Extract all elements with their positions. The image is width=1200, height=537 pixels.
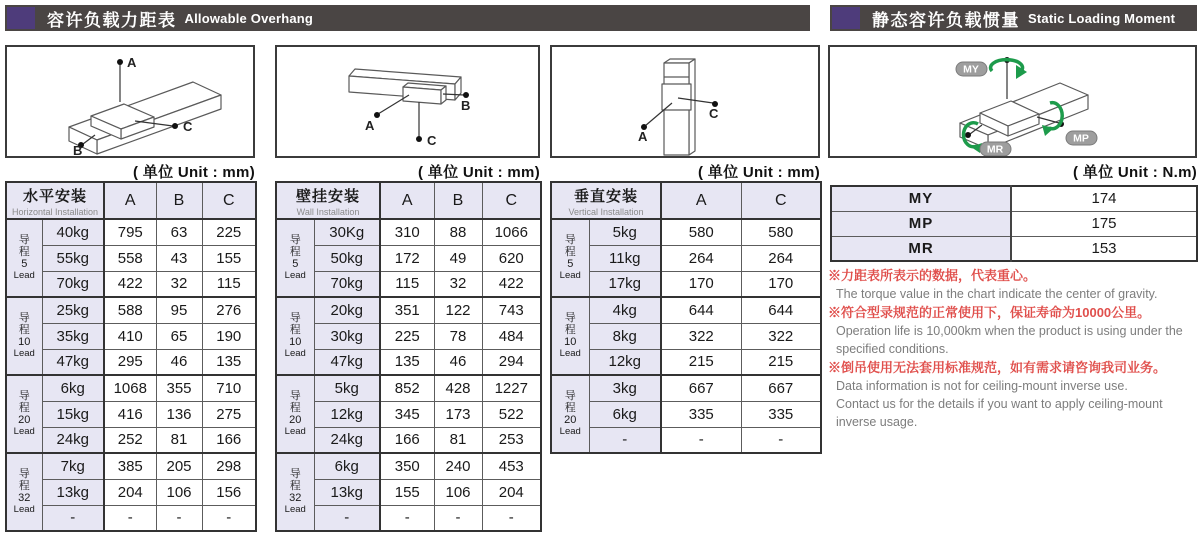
value-cell: 644 <box>741 297 821 323</box>
table-row <box>276 297 541 323</box>
value-cell: - <box>202 505 256 531</box>
value-cell: 385 <box>104 453 156 479</box>
table-row <box>6 375 256 401</box>
lead-zh-char: 导 <box>289 390 301 403</box>
diagram-moment-axes <box>828 45 1197 158</box>
note-line-en: The torque value in the chart indicate the center of gravity. <box>836 287 1158 301</box>
load-cell: 5kg <box>314 375 380 401</box>
value-cell: 253 <box>482 427 541 453</box>
table-wall-installation <box>275 181 540 532</box>
table-row <box>6 349 256 375</box>
load-cell: 35kg <box>42 323 104 349</box>
value-cell: 852 <box>380 375 434 401</box>
value-cell: 264 <box>661 245 741 271</box>
lead-cell <box>6 219 42 297</box>
wall-actuator-drawing <box>277 47 538 156</box>
value-cell: 644 <box>661 297 741 323</box>
value-cell: 453 <box>482 453 541 479</box>
table-row <box>6 271 256 297</box>
value-cell: 115 <box>380 271 434 297</box>
lead-cell <box>276 453 314 531</box>
value-cell: 215 <box>661 349 741 375</box>
diagram-horizontal-installation <box>5 45 255 158</box>
load-cell: 3kg <box>589 375 661 401</box>
value-cell: 225 <box>380 323 434 349</box>
load-cell: - <box>314 505 380 531</box>
horizontal-actuator-drawing <box>7 47 253 156</box>
lead-cell <box>276 219 314 297</box>
lead-cell <box>6 453 42 531</box>
value-cell: 667 <box>741 375 821 401</box>
lead-zh-char: 程 <box>18 479 30 492</box>
column-header-a: A <box>104 182 156 219</box>
load-cell: 6kg <box>42 375 104 401</box>
moment-value: 153 <box>1011 236 1197 261</box>
diagram-wall-installation <box>275 45 540 158</box>
value-cell: 355 <box>156 375 202 401</box>
value-cell: 264 <box>741 245 821 271</box>
value-cell: 240 <box>434 453 482 479</box>
note-line-zh: ※倒吊使用无法套用标准规范，如有需求请咨询我司业务。 <box>828 360 1167 375</box>
value-cell: 46 <box>156 349 202 375</box>
section-title-en: Static Loading Moment <box>1028 10 1176 26</box>
value-cell: 276 <box>202 297 256 323</box>
table-head <box>276 182 541 219</box>
value-cell: - <box>741 427 821 453</box>
value-cell: 350 <box>380 453 434 479</box>
lead-number: 32 <box>289 491 302 504</box>
table-row <box>551 375 821 401</box>
value-cell: 190 <box>202 323 256 349</box>
load-cell: - <box>42 505 104 531</box>
note-line-zh: ※符合型录规范的正常使用下，保证寿命为10000公里。 <box>828 305 1151 320</box>
value-cell: 65 <box>156 323 202 349</box>
moment-label-mp: MP <box>831 211 1011 236</box>
lead-zh-char: 程 <box>289 323 301 336</box>
column-header-c: C <box>202 182 256 219</box>
value-cell: 46 <box>434 349 482 375</box>
lead-en: Lead <box>13 503 35 515</box>
value-cell: 135 <box>202 349 256 375</box>
table-row <box>6 297 256 323</box>
header-row <box>276 182 541 219</box>
load-cell: 47kg <box>314 349 380 375</box>
value-cell: 32 <box>156 271 202 297</box>
table-row <box>276 401 541 427</box>
table-row <box>276 245 541 271</box>
table-body <box>276 219 541 531</box>
table-title <box>276 182 380 219</box>
table-row <box>276 375 541 401</box>
lead-zh-char: 程 <box>18 401 30 414</box>
lead-number: 5 <box>292 257 299 270</box>
lead-en: Lead <box>284 503 306 515</box>
section-header-allowable-overhang <box>5 5 810 31</box>
lead-cell <box>276 297 314 375</box>
lead-zh-char: 导 <box>18 468 30 481</box>
value-cell: 156 <box>202 479 256 505</box>
value-cell: 166 <box>202 427 256 453</box>
value-cell: 275 <box>202 401 256 427</box>
lead-zh-char: 程 <box>289 401 301 414</box>
lead-zh-char: 导 <box>289 234 301 247</box>
lead-number: 32 <box>18 491 31 504</box>
load-cell: 12kg <box>314 401 380 427</box>
moment-row <box>831 211 1197 236</box>
lead-en: Lead <box>13 347 35 359</box>
table-row <box>6 479 256 505</box>
moment-value: 174 <box>1011 186 1197 211</box>
value-cell: 335 <box>741 401 821 427</box>
load-cell: 30Kg <box>314 219 380 245</box>
value-cell: - <box>380 505 434 531</box>
value-cell: - <box>434 505 482 531</box>
table-row <box>276 323 541 349</box>
load-cell: 20kg <box>314 297 380 323</box>
load-cell: 6kg <box>589 401 661 427</box>
value-cell: - <box>661 427 741 453</box>
lead-zh-char: 程 <box>564 323 576 336</box>
lead-zh-char: 导 <box>289 468 301 481</box>
table-static-loading-moment <box>830 185 1196 262</box>
lead-en: Lead <box>13 425 35 437</box>
column-header-a: A <box>661 182 741 219</box>
lead-zh-char: 程 <box>289 245 301 258</box>
table-row <box>551 323 821 349</box>
lead-number: 20 <box>289 413 302 426</box>
lead-zh-char: 程 <box>18 323 30 336</box>
actuator-body <box>69 82 221 154</box>
table-row <box>551 245 821 271</box>
value-cell: 1066 <box>482 219 541 245</box>
table-row <box>276 427 541 453</box>
table-title-en: Horizontal Installation <box>11 206 99 217</box>
lead-en: Lead <box>559 425 581 437</box>
lead-number: 10 <box>289 335 302 348</box>
value-cell: 204 <box>482 479 541 505</box>
lead-number: 20 <box>18 413 31 426</box>
value-cell: 155 <box>380 479 434 505</box>
column-header-c: C <box>741 182 821 219</box>
value-cell: 558 <box>104 245 156 271</box>
value-cell: 1068 <box>104 375 156 401</box>
load-cell: 30kg <box>314 323 380 349</box>
load-cell: 70kg <box>42 271 104 297</box>
value-cell: 81 <box>434 427 482 453</box>
value-cell: 620 <box>482 245 541 271</box>
lead-zh-char: 导 <box>564 234 576 247</box>
value-cell: 88 <box>434 219 482 245</box>
lead-en: Lead <box>284 425 306 437</box>
value-cell: - <box>104 505 156 531</box>
value-cell: 81 <box>156 427 202 453</box>
value-cell: 335 <box>661 401 741 427</box>
table-row <box>551 219 821 245</box>
load-cell: 13kg <box>314 479 380 505</box>
load-cell: 13kg <box>42 479 104 505</box>
badge-my: MY <box>963 63 979 76</box>
value-cell: 580 <box>741 219 821 245</box>
load-cell: 8kg <box>589 323 661 349</box>
table-title-zh: 壁挂安装 <box>296 187 361 205</box>
load-cell: 6kg <box>314 453 380 479</box>
header-accent-square <box>7 7 35 29</box>
lead-number: 5 <box>567 257 574 270</box>
lead-cell <box>551 297 589 375</box>
table-row <box>6 453 256 479</box>
value-cell: 588 <box>104 297 156 323</box>
value-cell: 252 <box>104 427 156 453</box>
value-cell: 743 <box>482 297 541 323</box>
load-cell: 55kg <box>42 245 104 271</box>
value-cell: 215 <box>741 349 821 375</box>
lead-zh-char: 程 <box>18 245 30 258</box>
value-cell: 1227 <box>482 375 541 401</box>
value-cell: 106 <box>434 479 482 505</box>
point-label-a: A <box>127 55 137 70</box>
lead-zh-char: 导 <box>289 312 301 325</box>
value-cell: 49 <box>434 245 482 271</box>
note-line-zh: ※力距表所表示的数据，代表重心。 <box>828 268 1037 283</box>
load-cell: 4kg <box>589 297 661 323</box>
table-title-en: Wall Installation <box>296 206 360 217</box>
header-accent-square <box>832 7 860 29</box>
value-cell: 204 <box>104 479 156 505</box>
lead-number: 20 <box>564 413 577 426</box>
table-vertical-installation <box>550 181 820 454</box>
spec-table <box>550 181 822 454</box>
column-header-b: B <box>434 182 482 219</box>
table-head <box>551 182 821 219</box>
value-cell: 170 <box>741 271 821 297</box>
table-title <box>551 182 661 219</box>
actuator-body <box>349 69 461 104</box>
load-cell: 25kg <box>42 297 104 323</box>
load-cell: 50kg <box>314 245 380 271</box>
value-cell: 322 <box>741 323 821 349</box>
value-cell: 155 <box>202 245 256 271</box>
value-cell: 322 <box>661 323 741 349</box>
vertical-actuator-drawing <box>552 47 818 156</box>
lead-cell <box>6 375 42 453</box>
section-header-static-loading-moment <box>830 5 1197 31</box>
table-row <box>6 427 256 453</box>
value-cell: - <box>156 505 202 531</box>
value-cell: 422 <box>104 271 156 297</box>
moment-row <box>831 236 1197 261</box>
lead-cell <box>551 219 589 297</box>
load-cell: 24kg <box>42 427 104 453</box>
lead-number: 5 <box>21 257 28 270</box>
header-row <box>551 182 821 219</box>
note-line-en: Data information is not for ceiling-mount inverse use. <box>836 379 1128 393</box>
value-cell: 351 <box>380 297 434 323</box>
table-row <box>276 453 541 479</box>
table-row <box>276 349 541 375</box>
lead-en: Lead <box>559 347 581 359</box>
value-cell: 428 <box>434 375 482 401</box>
point-label-b: B <box>461 98 471 113</box>
unit-caption-horizontal: ( 单位 Unit : mm) <box>133 164 255 181</box>
value-cell: 410 <box>104 323 156 349</box>
lead-zh-char: 导 <box>564 312 576 325</box>
point-label-b: B <box>73 143 83 156</box>
lead-zh-char: 程 <box>289 479 301 492</box>
lead-zh-char: 程 <box>564 245 576 258</box>
moment-label-mr: MR <box>831 236 1011 261</box>
value-cell: 136 <box>156 401 202 427</box>
load-cell: 11kg <box>589 245 661 271</box>
value-cell: 310 <box>380 219 434 245</box>
lead-en: Lead <box>13 269 35 281</box>
table-row <box>276 219 541 245</box>
header-row <box>6 182 256 219</box>
lead-zh-char: 程 <box>564 401 576 414</box>
table-row <box>6 245 256 271</box>
note-line-en: inverse usage. <box>836 415 918 429</box>
load-cell: 12kg <box>589 349 661 375</box>
diagram-vertical-installation <box>550 45 820 158</box>
value-cell: 345 <box>380 401 434 427</box>
point-label-c: C <box>183 119 193 134</box>
table-row <box>6 219 256 245</box>
value-cell: 170 <box>661 271 741 297</box>
unit-caption-wall: ( 单位 Unit : mm) <box>418 164 540 181</box>
value-cell: 710 <box>202 375 256 401</box>
unit-caption-moment: ( 单位 Unit : N.m) <box>1073 164 1197 181</box>
load-cell: 24kg <box>314 427 380 453</box>
value-cell: 32 <box>434 271 482 297</box>
value-cell: 225 <box>202 219 256 245</box>
value-cell: 416 <box>104 401 156 427</box>
lead-zh-char: 导 <box>18 234 30 247</box>
value-cell: 294 <box>482 349 541 375</box>
lead-cell <box>6 297 42 375</box>
table-title-zh: 垂直安装 <box>574 187 639 205</box>
table-title <box>6 182 104 219</box>
table-row <box>6 323 256 349</box>
value-cell: 115 <box>202 271 256 297</box>
moment-label-my: MY <box>831 186 1011 211</box>
moment-actuator-drawing <box>830 47 1195 156</box>
value-cell: 135 <box>380 349 434 375</box>
spec-table <box>275 181 542 532</box>
value-cell: 422 <box>482 271 541 297</box>
value-cell: 43 <box>156 245 202 271</box>
point-label-a: A <box>365 118 375 133</box>
lead-cell <box>551 375 589 453</box>
table-title-en: Vertical Installation <box>568 206 644 217</box>
load-cell: 40kg <box>42 219 104 245</box>
lead-number: 10 <box>564 335 577 348</box>
lead-zh-char: 导 <box>18 312 30 325</box>
lead-en: Lead <box>559 269 581 281</box>
section-title-zh: 容许负载力距表 <box>47 10 177 30</box>
table-row <box>551 271 821 297</box>
column-header-c: C <box>482 182 541 219</box>
load-cell: 5kg <box>589 219 661 245</box>
load-cell: 70kg <box>314 271 380 297</box>
load-cell: 17kg <box>589 271 661 297</box>
load-cell: 47kg <box>42 349 104 375</box>
value-cell: 795 <box>104 219 156 245</box>
badge-mp: MP <box>1073 132 1089 145</box>
section-title-en: Allowable Overhang <box>184 10 314 26</box>
table-row <box>551 401 821 427</box>
table-horizontal-installation <box>5 181 255 532</box>
value-cell: 522 <box>482 401 541 427</box>
unit-caption-vertical: ( 单位 Unit : mm) <box>698 164 820 181</box>
value-cell: 172 <box>380 245 434 271</box>
load-cell: 7kg <box>42 453 104 479</box>
value-cell: 95 <box>156 297 202 323</box>
value-cell: 484 <box>482 323 541 349</box>
note-line-en: Contact us for the details if you want to apply ceiling-mount <box>836 397 1163 411</box>
moment-table <box>830 185 1198 262</box>
table-row <box>6 401 256 427</box>
lead-cell <box>276 375 314 453</box>
value-cell: 78 <box>434 323 482 349</box>
value-cell: 580 <box>661 219 741 245</box>
table-row <box>6 505 256 531</box>
value-cell: - <box>482 505 541 531</box>
load-cell: 15kg <box>42 401 104 427</box>
table-body <box>6 219 256 531</box>
value-cell: 166 <box>380 427 434 453</box>
table-row <box>276 479 541 505</box>
section-title-zh: 静态容许负载惯量 <box>872 10 1020 30</box>
point-label-c: C <box>709 106 719 121</box>
table-body <box>551 219 821 453</box>
lead-zh-char: 导 <box>564 390 576 403</box>
badge-mr: MR <box>986 143 1004 156</box>
value-cell: 667 <box>661 375 741 401</box>
table-title-zh: 水平安装 <box>23 187 88 205</box>
column-header-b: B <box>156 182 202 219</box>
value-cell: 298 <box>202 453 256 479</box>
load-cell: - <box>589 427 661 453</box>
table-row <box>551 349 821 375</box>
notes-block <box>828 266 1200 431</box>
table-head <box>6 182 256 219</box>
note-line-en: Operation life is 10,000km when the product is using under the <box>836 324 1183 338</box>
lead-en: Lead <box>284 347 306 359</box>
point-label-c: C <box>427 133 437 148</box>
value-cell: 173 <box>434 401 482 427</box>
table-row <box>551 297 821 323</box>
spec-table <box>5 181 257 532</box>
value-cell: 106 <box>156 479 202 505</box>
table-row <box>276 271 541 297</box>
lead-en: Lead <box>284 269 306 281</box>
point-label-a: A <box>638 129 648 144</box>
value-cell: 295 <box>104 349 156 375</box>
note-line-en: specified conditions. <box>836 342 949 356</box>
moment-value: 175 <box>1011 211 1197 236</box>
column-header-a: A <box>380 182 434 219</box>
moment-body <box>831 186 1197 261</box>
moment-row <box>831 186 1197 211</box>
value-cell: 205 <box>156 453 202 479</box>
table-row <box>276 505 541 531</box>
lead-zh-char: 导 <box>18 390 30 403</box>
lead-number: 10 <box>18 335 31 348</box>
value-cell: 122 <box>434 297 482 323</box>
table-row <box>551 427 821 453</box>
value-cell: 63 <box>156 219 202 245</box>
